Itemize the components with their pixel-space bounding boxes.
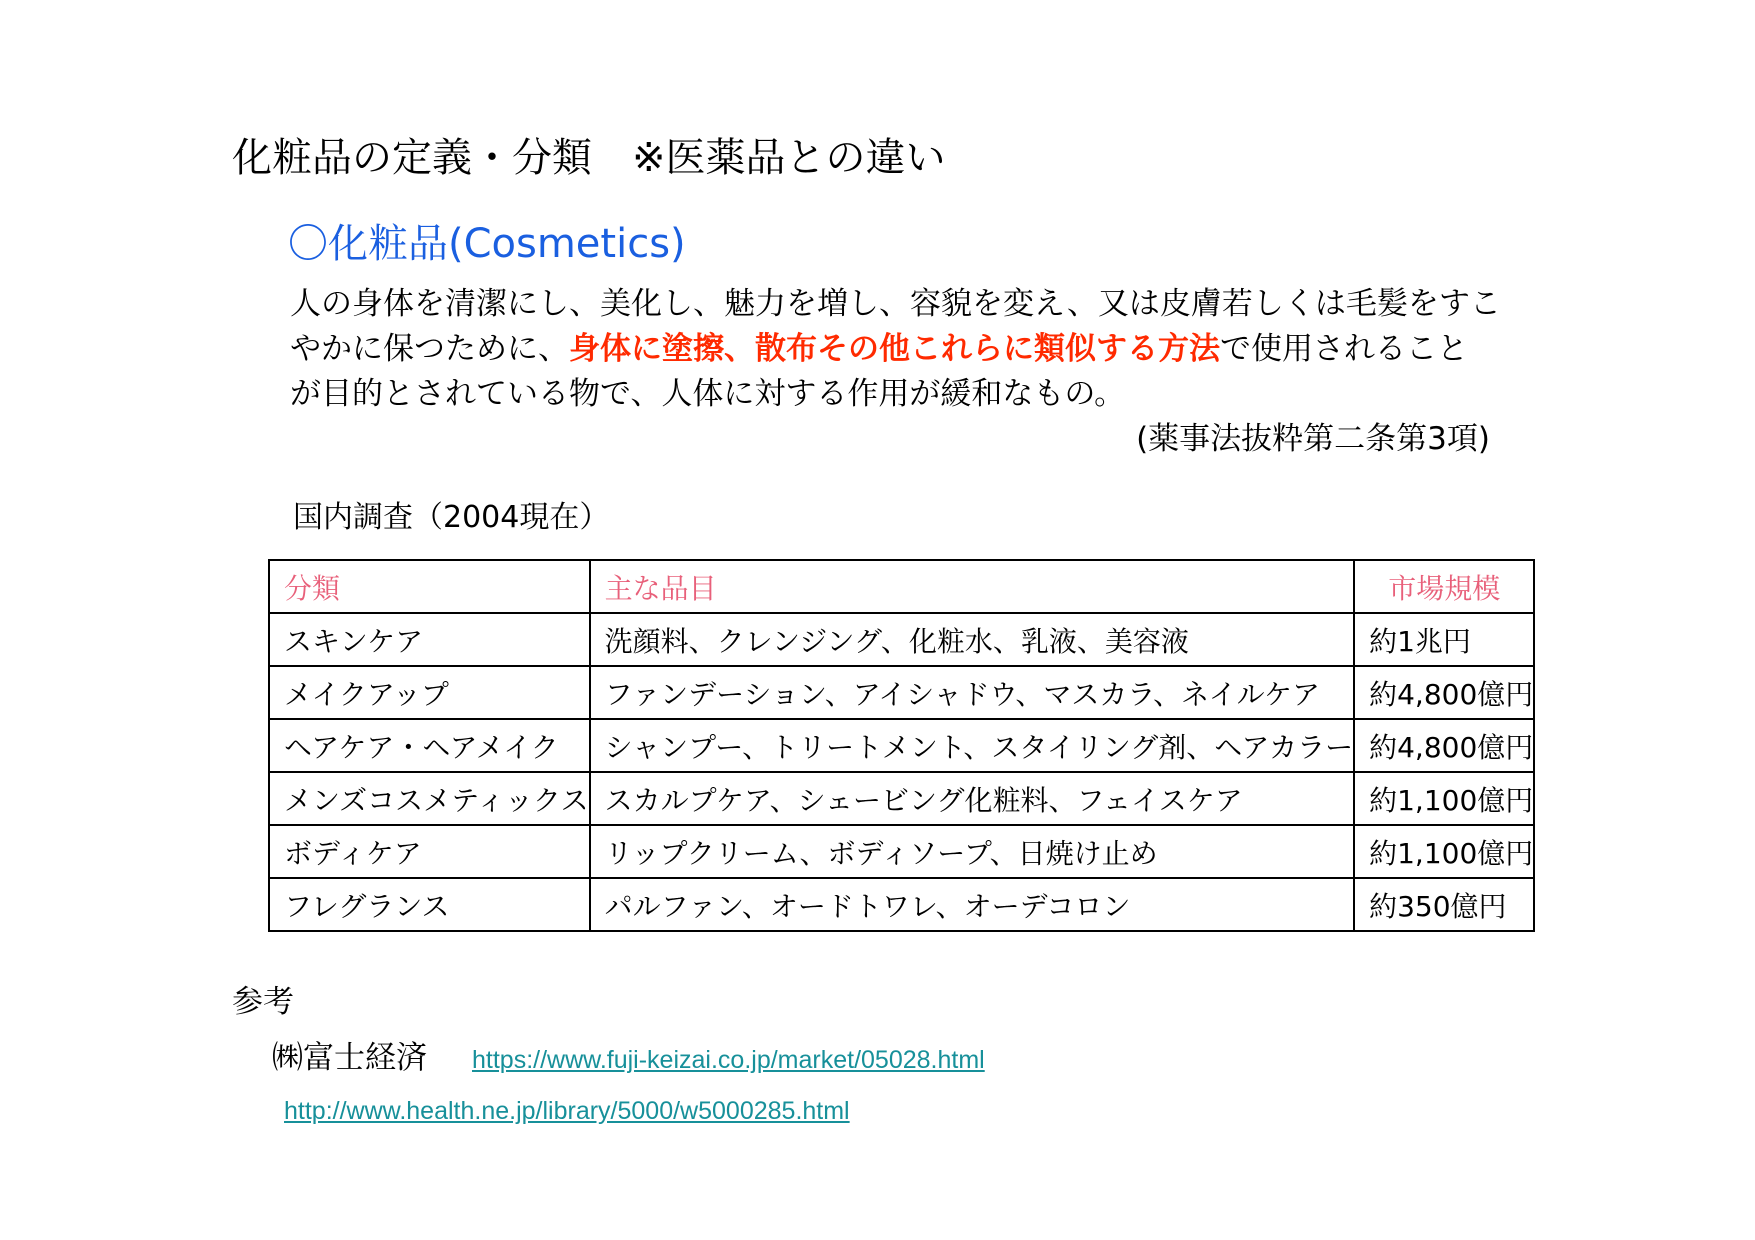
reference-link-fuji-keizai[interactable]: https://www.fuji-keizai.co.jp/market/05028.html — [472, 1046, 985, 1074]
header-market-size: 市場規模 — [1354, 560, 1534, 613]
section-heading: 〇化粧品(Cosmetics) — [288, 221, 686, 267]
definition-line-1: 人の身体を清潔にし、美化し、魅力を増し、容貌を変え、又は皮膚若しくは毛髪をすこ — [290, 286, 1501, 322]
reference-link-health[interactable]: http://www.health.ne.jp/library/5000/w5000285.html — [284, 1097, 850, 1125]
cell-market-size: 約4,800億円 — [1354, 666, 1534, 719]
cell-category: スキンケア — [269, 613, 590, 666]
cell-items: スカルプケア、シェービング化粧料、フェイスケア — [590, 772, 1354, 825]
definition-highlight: 身体に塗擦、散布その他これらに類似する方法 — [569, 331, 1220, 367]
page-title: 化粧品の定義・分類 ※医薬品との違い — [232, 135, 946, 181]
definition-line-2-after: で使用されること — [1220, 331, 1468, 367]
cell-category: メンズコスメティックス — [269, 772, 590, 825]
table-row — [269, 719, 1534, 772]
cell-items: シャンプー、トリートメント、スタイリング剤、ヘアカラー — [590, 719, 1354, 772]
cell-items: ファンデーション、アイシャドウ、マスカラ、ネイルケア — [590, 666, 1354, 719]
cell-category: メイクアップ — [269, 666, 590, 719]
cell-category: フレグランス — [269, 878, 590, 931]
market-table — [268, 559, 1535, 932]
table-row — [269, 878, 1534, 931]
cell-market-size: 約1,100億円 — [1354, 772, 1534, 825]
table-row — [269, 666, 1534, 719]
cell-items: 洗顔料、クレンジング、化粧水、乳液、美容液 — [590, 613, 1354, 666]
cell-items: リップクリーム、ボディソープ、日焼け止め — [590, 825, 1354, 878]
cell-category: ヘアケア・ヘアメイク — [269, 719, 590, 772]
table-header-row — [269, 560, 1534, 613]
definition-block — [290, 282, 1510, 462]
cell-market-size: 約350億円 — [1354, 878, 1534, 931]
header-items: 主な品目 — [590, 560, 1354, 613]
cell-market-size: 約4,800億円 — [1354, 719, 1534, 772]
header-category: 分類 — [269, 560, 590, 613]
definition-citation: (薬事法抜粋第二条第3項) — [1136, 421, 1490, 457]
table-row — [269, 613, 1534, 666]
cell-items: パルファン、オードトワレ、オーデコロン — [590, 878, 1354, 931]
cell-market-size: 約1,100億円 — [1354, 825, 1534, 878]
definition-line-3: が目的とされている物で、人体に対する作用が緩和なもの。 — [290, 376, 1126, 412]
cell-market-size: 約1兆円 — [1354, 613, 1534, 666]
cell-category: ボディケア — [269, 825, 590, 878]
table-row — [269, 772, 1534, 825]
survey-note: 国内調査（2004現在） — [293, 500, 610, 535]
references-label: 参考 — [232, 984, 294, 1020]
table-row — [269, 825, 1534, 878]
definition-line-2-before: やかに保つために、 — [290, 331, 569, 367]
reference-source-name: ㈱富士経済 — [272, 1040, 427, 1076]
definition-line-2 — [290, 327, 1510, 372]
